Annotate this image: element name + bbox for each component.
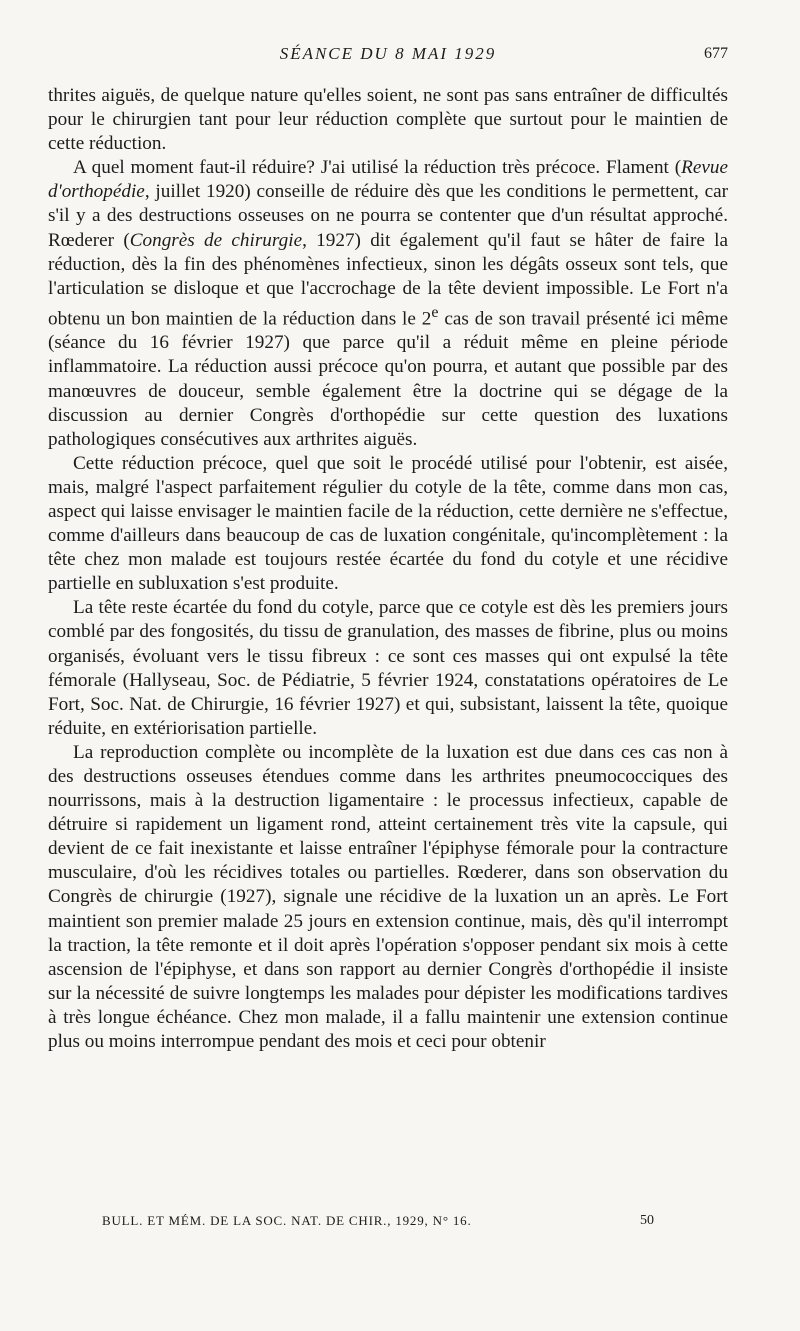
signature-number: 50: [640, 1213, 654, 1228]
citation-congres-chirurgie: Congrès de chirurgie: [129, 229, 303, 251]
journal-citation: BULL. ET MÉM. DE LA SOC. NAT. DE CHIR., 1929, N° 16.: [102, 1213, 472, 1228]
running-head: SÉANCE DU 8 MAI 1929: [279, 44, 497, 63]
paragraph-5: La reproduction complète ou incomplète de la luxation est due dans ces cas non à des destructions osseuses étendues comme dans les arthrites pneumococciques des nourrissons, mais à la destruction ligamentaire : le processus infectieux, capable de détruire si rapidement un ligament rond, atteint certainement très vite la capsule, qui devient de ce fait inexistante et laisse entraîner l'épiphyse fémorale pour la contracture musculaire, d'où les récidives totales ou partielles. Rœderer, dans son observation du Congrès de chirurgie (1927), signale une récidive de la luxation un an après. Le Fort maintient son premier malade 25 jours en extension continue, mais, dès qu'il interrompt la traction, la tête remonte et il doit après l'opération s'opposer pendant six mois à cette ascension de l'épiphyse, et dans son rapport au dernier Congrès d'orthopédie il insiste sur la nécessité de suivre longtemps les malades pour dépister les modifications tardives à très longue échéance. Chez mon malade, il a fallu maintenir une extension continue plus ou moins interrompue pendant des mois et ceci pour obtenir: [48, 741, 728, 1053]
citation-revue-orthopedie: Revue d'orthopédie: [48, 157, 728, 203]
paragraph-2-text-c: , 1927) dit également qu'il faut se hâter de faire la réduction, dès la fin des phénomènes infectieux, sinon les dégâts osseux sont tels, que l'articulation se disloque et que l'accrochage de la tête devient impossible. Le Fort n'a obtenu un bon maintien de la réduction dans le 2: [48, 229, 728, 330]
page-number: 677: [704, 45, 728, 62]
ordinal-superscript: e: [431, 303, 439, 321]
article-body: [48, 84, 728, 1054]
paragraph-4: La tête reste écartée du fond du cotyle, parce que ce cotyle est dès les premiers jours comblé par des fongosités, du tissu de granulation, des masses de fibrine, plus ou moins organisés, évoluant vers le tissu fibreux : ce sont ces masses qui ont expulsé la tête fémorale (Hallyseau, Soc. de Pédiatrie, 5 février 1924, constatations opératoires de Le Fort, Soc. Nat. de Chirurgie, 16 février 1927) et qui, subsistant, laissent la tête, quoique réduite, en extériorisation partielle.: [48, 597, 728, 739]
page-header: [48, 44, 728, 74]
paragraph-2-text-d: cas de son travail présenté ici même (séance du 16 février 1927) que parce qu'il a réduit même en pleine période inflammatoire. La réduction aussi précoce qu'on pourra, et autant que possible par des manœuvres de douceur, semble également être la doctrine qui se dégage de la discussion au dernier Congrès d'orthopédie sur cette question des luxations pathologiques consécutives aux arthrites aiguës.: [48, 308, 728, 450]
paragraph-3: Cette réduction précoce, quel que soit le procédé utilisé pour l'obtenir, est aisée, mais, malgré l'aspect parfaitement régulier du cotyle de la tête, comme dans mon cas, aspect qui laisse envisager le maintien facile de la réduction, cette dernière ne s'effectue, comme d'ailleurs dans beaucoup de cas de luxation congénitale, qu'incomplètement : la tête chez mon malade est toujours restée écartée du fond du cotyle et une récidive partielle en subluxation s'est produite.: [48, 452, 728, 595]
paragraph-2: [48, 156, 728, 452]
paragraph-1: thrites aiguës, de quelque nature qu'elles soient, ne sont pas sans entraîner de difficultés pour le chirurgien tant pour leur réduction complète que surtout pour le maintien de cette réduction.: [48, 85, 728, 155]
paragraph-2-text-b: , juillet 1920) conseille de réduire dès que les conditions le permettent, car s'il y a des destructions osseuses on ne pourra se contenter que d'un résultat approché. Rœderer (: [48, 181, 728, 251]
paragraph-2-text-a: A quel moment faut-il réduire? J'ai utilisé la réduction très précoce. Flament (: [73, 157, 682, 179]
page-footer: [48, 1213, 728, 1235]
